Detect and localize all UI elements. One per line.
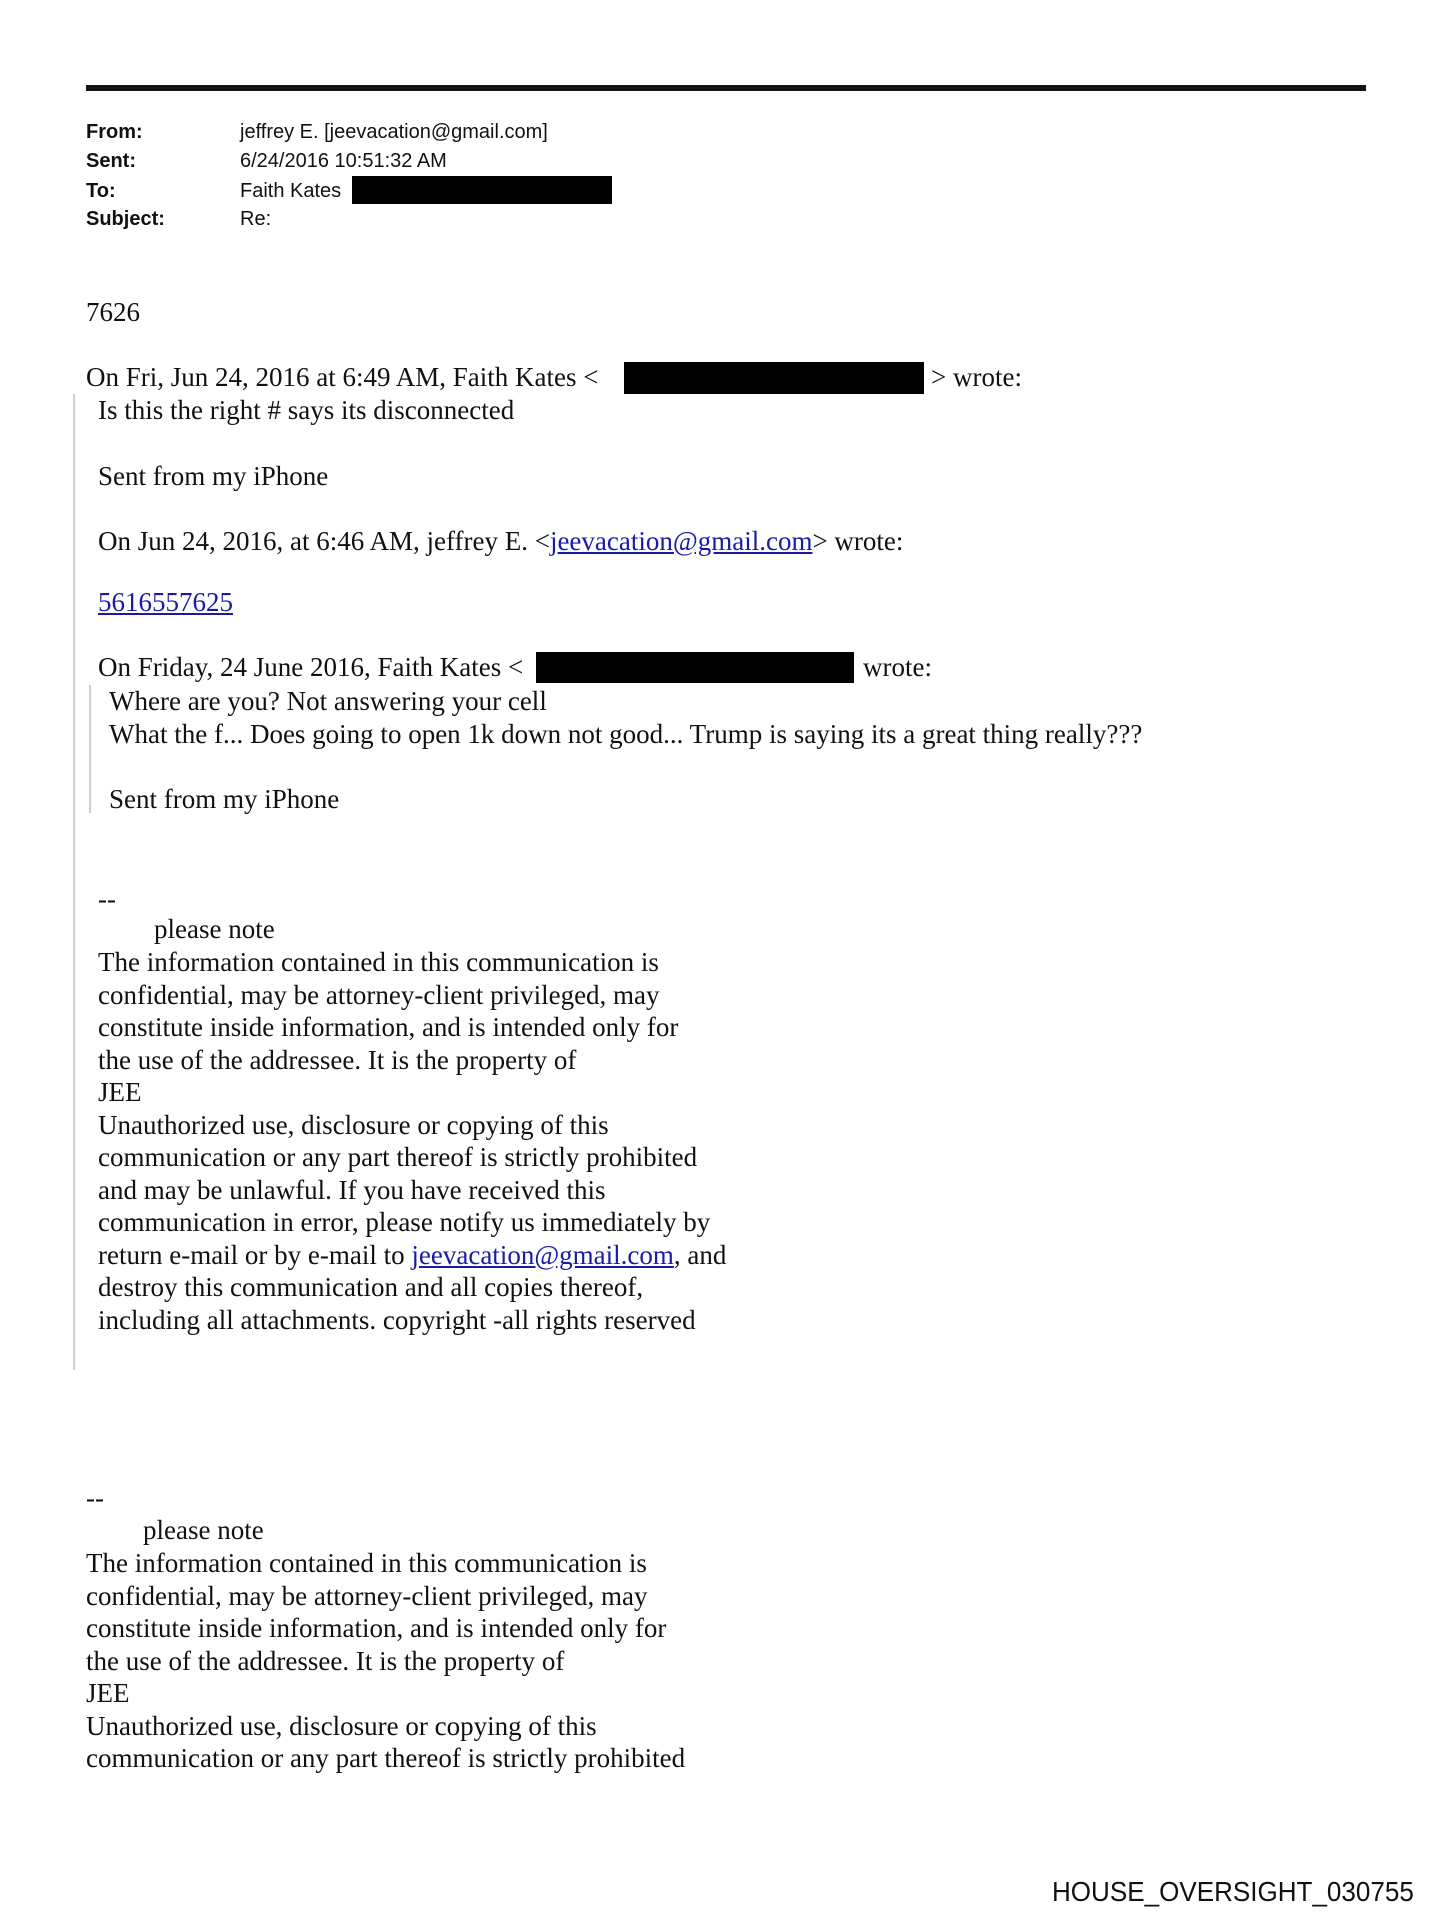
- to-label: To:: [86, 180, 116, 202]
- sig-line: the use of the addressee. It is the property of: [98, 1044, 577, 1075]
- redaction: [352, 176, 612, 204]
- sig-line-email: [98, 1239, 726, 1271]
- quote2-intro-start: On Jun 24, 2016, at 6:46 AM, jeffrey E. <: [98, 526, 550, 556]
- quote3-line: What the f... Does going to open 1k down not good... Trump is saying its a great thing really???: [109, 719, 1143, 749]
- sig-dashes: --: [98, 884, 116, 914]
- quote1-sent: Sent from my iPhone: [98, 461, 329, 491]
- sig-line: JEE: [98, 1077, 142, 1107]
- subject-value: Re:: [240, 208, 272, 230]
- sig-text: return e-mail or by e-mail to: [98, 1239, 412, 1270]
- quote1-line: Is this the right # says its disconnected: [98, 395, 515, 425]
- sig-line: communication or any part thereof is strictly prohibited: [86, 1743, 686, 1773]
- quote3-line: Where are you? Not answering your cell: [109, 686, 547, 716]
- to-value: Faith Kates: [240, 180, 342, 202]
- sig-line: the use of the addressee. It is the property of: [86, 1645, 565, 1676]
- sig-line: JEE: [86, 1678, 130, 1708]
- quote-bar: [73, 394, 75, 1370]
- quote1-intro: On Fri, Jun 24, 2016 at 6:49 AM, Faith Kates <: [86, 362, 599, 392]
- from-value: jeffrey E. [jeevacation@gmail.com]: [240, 121, 548, 143]
- sig-line: confidential, may be attorney-client privileged, may: [98, 979, 660, 1010]
- phone-link[interactable]: 5616557625: [98, 587, 233, 617]
- email-link[interactable]: jeevacation@gmail.com: [549, 526, 813, 556]
- header-rule: [86, 85, 1366, 91]
- quote3-intro: On Friday, 24 June 2016, Faith Kates <: [98, 652, 524, 682]
- reply-text: 7626: [86, 297, 140, 327]
- subject-label: Subject:: [86, 208, 165, 230]
- sig-line: constitute inside information, and is intended only for: [98, 1012, 679, 1042]
- sig-line: Unauthorized use, disclosure or copying of this: [86, 1710, 597, 1741]
- bates-number: HOUSE_OVERSIGHT_030755: [1052, 1876, 1414, 1907]
- sig-line: communication in error, please notify us immediately by: [98, 1207, 711, 1237]
- email-link[interactable]: jeevacation@gmail.com: [411, 1239, 674, 1270]
- sig-line: and may be unlawful. If you have received this: [98, 1174, 606, 1205]
- sig-line: Unauthorized use, disclosure or copying of this: [98, 1109, 609, 1140]
- quote2-intro: [98, 525, 903, 557]
- sig-text: , and: [673, 1239, 727, 1270]
- redaction: [536, 652, 854, 683]
- sig-dashes: --: [86, 1483, 104, 1513]
- sent-value: 6/24/2016 10:51:32 AM: [240, 150, 447, 172]
- quote-bar-nested: [89, 685, 91, 813]
- quote1-intro-end: > wrote:: [931, 362, 1022, 392]
- quote3-sent: Sent from my iPhone: [109, 784, 340, 814]
- sig-line: The information contained in this communication is: [86, 1548, 647, 1578]
- sig-line: constitute inside information, and is intended only for: [86, 1613, 667, 1643]
- sig-line: including all attachments. copyright -all rights reserved: [98, 1304, 696, 1335]
- sig-line: destroy this communication and all copies thereof,: [98, 1272, 644, 1302]
- sig-please-note: please note: [154, 914, 275, 944]
- quote3-intro-end: wrote:: [863, 652, 932, 682]
- sig-line: The information contained in this communication is: [98, 947, 659, 977]
- phone-link-row: [98, 586, 233, 618]
- sig-please-note: please note: [143, 1515, 264, 1545]
- from-label: From:: [86, 121, 143, 143]
- sent-label: Sent:: [86, 150, 136, 172]
- redaction: [624, 362, 924, 394]
- sig-line: confidential, may be attorney-client privileged, may: [86, 1580, 648, 1611]
- quote2-intro-end: > wrote:: [812, 526, 904, 556]
- sig-line: communication or any part thereof is strictly prohibited: [98, 1142, 698, 1172]
